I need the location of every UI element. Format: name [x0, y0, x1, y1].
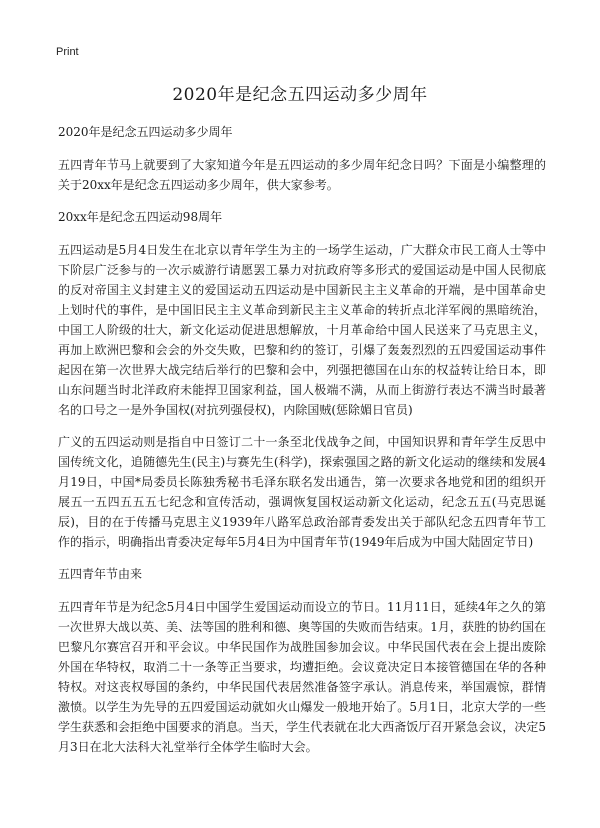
section-heading: 20xx年是纪念五四运动98周年	[58, 210, 223, 224]
origin-heading: 五四青年节由来	[58, 567, 143, 581]
paragraph-broad-meaning: 广义的五四运动则是指自中日签订二十一条至北伐战争之间，中国知识界和青年学生反思中国传统文化，追随德先生(民主)与赛先生(科学)，探索强国之路的新文化运动的继续和发展4月19日，中国*局委员长陈独秀秘书毛泽东联名发出通告，第一次要求各地党和团的组织开展五一五四五五五七纪念和宣传活动，强调恢复国权运动新文化运动，纪念五五(马克思诞辰)，目的在于传播马克思主义1939年八路军总政治部青委发出关于部队纪念五四青年节工作的指示，明确指出青委决定每年5月4日为中国青年节(1949年后成为中国大陆固定节日)	[58, 435, 546, 549]
page-title: 2020年是纪念五四运动多少周年	[172, 85, 428, 105]
article-body	[58, 122, 546, 769]
article-subtitle: 2020年是纪念五四运动多少周年	[58, 125, 233, 139]
paragraph-origin: 五四青年节是为纪念5月4日中国学生爱国运动而设立的节日。11月11日，延续4年之久的第一次世界大战以英、美、法等国的胜利和德、奥等国的失败而告结束。1月，获胜的协约国在巴黎凡尔赛宫召开和平会议。中华民国作为战胜国参加会议。中华民国代表在会上提出废除外国在华特权，取消二十一条等正当要求，均遭拒绝。会议竟决定日本接管德国在华的各种特权。对这丧权辱国的条约，中华民国代表居然准备签字承认。消息传来，举国震惊，群情激愤。以学生为先导的五四爱国运动就如火山爆发一般地开始了。5月1日，北京大学的一些学生获悉和会拒绝中国要求的消息。当天，学生代表就在北大西斋饭厅召开紧急会议，决定5月3日在北大法科大礼堂举行全体学生临时大会。	[58, 600, 546, 754]
paragraph-may-fourth-movement: 五四运动是5月4日发生在北京以青年学生为主的一场学生运动，广大群众市民工商人士等中下阶层广泛参与的一次示威游行请愿罢工暴力对抗政府等多形式的爱国运动是中国人民彻底的反对帝国主义封建主义的爱国运动五四运动是中国新民主主义革命的开端，是中国革命史上划时代的事件，是中国旧民主主义革命到新民主主义革命的转折点北洋军阀的黑暗统治，中国工人阶级的壮大，新文化运动促进思想解放，十月革命给中国人民送来了马克思主义，再加上欧洲巴黎和会会的外交失败，巴黎和约的签订，引爆了轰轰烈烈的五四爱国运动事件起因在第一次世界大战完结后举行的巴黎和会中，列强把德国在山东的权益转让给日本，即山东问题当时北洋政府未能捍卫国家利益，国人极端不满，从而上街游行表达不满当时最著名的口号之一是外争国权(对抗列强侵权)，内除国贼(惩除媚日官员)	[58, 243, 546, 417]
intro-paragraph: 五四青年节马上就要到了大家知道今年是五四运动的多少周年纪念日吗？下面是小编整理的关于20xx年是纪念五四运动多少周年，供大家参考。	[58, 158, 546, 192]
print-link[interactable]: Print	[56, 46, 79, 58]
